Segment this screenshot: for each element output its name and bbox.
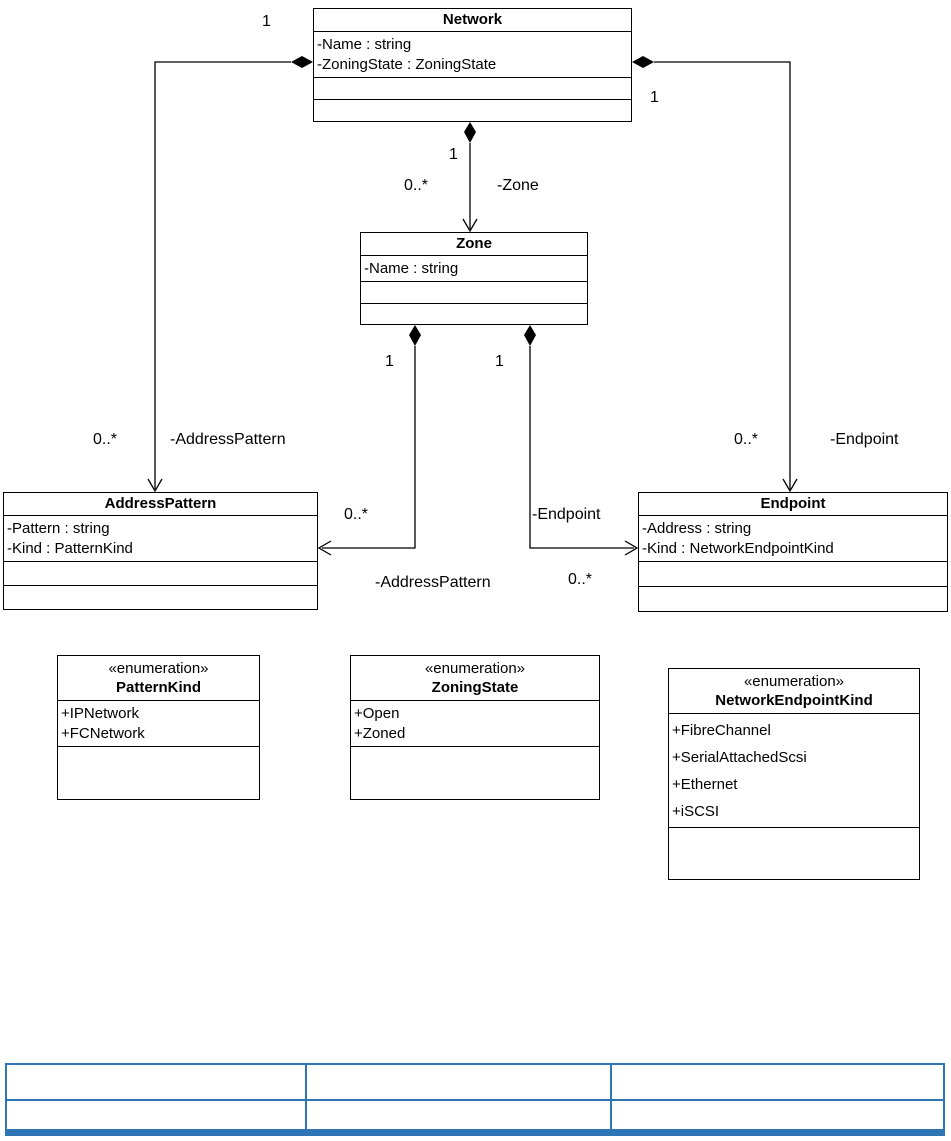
table-cell (612, 1101, 943, 1129)
class-network-empty-compartment (314, 100, 631, 121)
connector-network-endpoint (632, 56, 797, 491)
stereotype-label: «enumeration» (743, 673, 845, 690)
enum-zoningstate-empty-compartment (351, 747, 599, 799)
literal-iscsi: +iSCSI (672, 803, 720, 820)
class-zone-attributes (361, 256, 587, 282)
table-cell (7, 1065, 307, 1099)
table-cell (307, 1101, 612, 1129)
class-endpoint (638, 492, 948, 612)
table-cell (307, 1065, 612, 1099)
class-addresspattern-title: AddressPattern (4, 493, 317, 516)
class-addresspattern (3, 492, 318, 610)
connector-network-addresspattern (148, 56, 313, 491)
enum-networkendpointkind-literals (669, 714, 919, 828)
attribute-address: -Address : string (642, 520, 752, 537)
enum-networkendpointkind-header (669, 669, 919, 714)
attribute-name: -Name : string (364, 260, 459, 277)
class-endpoint-attributes (639, 516, 947, 562)
enum-networkendpointkind (668, 668, 920, 880)
multiplicity-label: 1 (262, 13, 271, 30)
role-label: -Endpoint (830, 431, 899, 448)
enum-zoningstate-literals (351, 701, 599, 747)
multiplicity-label: 1 (449, 146, 458, 163)
class-network (313, 8, 632, 122)
attribute-pattern: -Pattern : string (7, 520, 110, 537)
enum-patternkind (57, 655, 260, 800)
composition-diamond (524, 325, 536, 346)
connector-network-zone (463, 122, 477, 231)
role-label: -AddressPattern (375, 574, 491, 591)
multiplicity-label: 1 (385, 353, 394, 370)
table-cell (612, 1065, 943, 1099)
composition-diamond (632, 56, 654, 68)
attribute-name: -Name : string (317, 36, 412, 53)
multiplicity-label: 0..* (404, 177, 429, 194)
enum-patternkind-empty-compartment (58, 747, 259, 799)
composition-diamond (464, 122, 476, 143)
stereotype-label: «enumeration» (424, 660, 526, 677)
multiplicity-label: 1 (650, 89, 659, 106)
class-addresspattern-empty-compartment (4, 586, 317, 609)
multiplicity-label: 0..* (93, 431, 118, 448)
multiplicity-label: 0..* (568, 571, 593, 588)
class-addresspattern-attributes (4, 516, 317, 562)
table-bottom-border (7, 1129, 943, 1136)
class-network-attributes (314, 32, 631, 78)
class-zone (360, 232, 588, 325)
class-addresspattern-operations-compartment (4, 562, 317, 586)
class-endpoint-operations-compartment (639, 562, 947, 587)
enum-patternkind-literals (58, 701, 259, 747)
multiplicity-label: 0..* (734, 431, 759, 448)
attribute-kind: -Kind : PatternKind (7, 540, 133, 557)
document-table (5, 1063, 945, 1136)
class-network-operations-compartment (314, 78, 631, 100)
enum-patternkind-header (58, 656, 259, 701)
enum-zoningstate-title: ZoningState (431, 679, 519, 696)
attribute-zoningstate: -ZoningState : ZoningState (317, 56, 497, 73)
literal-ipnetwork: +IPNetwork (61, 705, 139, 722)
class-zone-operations-compartment (361, 282, 587, 304)
stereotype-label: «enumeration» (108, 660, 209, 677)
composition-diamond (291, 56, 313, 68)
composition-diamond (409, 325, 421, 346)
attribute-kind: -Kind : NetworkEndpointKind (642, 540, 834, 557)
literal-open: +Open (354, 705, 400, 722)
enum-zoningstate (350, 655, 600, 800)
enum-networkendpointkind-empty-compartment (669, 828, 919, 879)
role-label: -Zone (497, 177, 539, 194)
literal-fcnetwork: +FCNetwork (61, 725, 145, 742)
class-network-title: Network (314, 9, 631, 32)
multiplicity-label: 1 (495, 353, 504, 370)
table-row (7, 1101, 943, 1129)
literal-ethernet: +Ethernet (672, 776, 738, 793)
literal-serialattachedscsi: +SerialAttachedScsi (672, 749, 807, 766)
role-label: -AddressPattern (170, 431, 286, 448)
enum-zoningstate-header (351, 656, 599, 701)
multiplicity-label: 0..* (344, 506, 369, 523)
enum-networkendpointkind-title: NetworkEndpointKind (715, 692, 873, 709)
literal-fibrechannel: +FibreChannel (672, 722, 771, 739)
class-zone-title: Zone (361, 233, 587, 256)
class-endpoint-title: Endpoint (639, 493, 947, 516)
class-endpoint-empty-compartment (639, 587, 947, 611)
table-row (7, 1065, 943, 1101)
connector-zone-addresspattern (319, 325, 421, 555)
class-zone-empty-compartment (361, 304, 587, 325)
role-label: -Endpoint (532, 506, 601, 523)
literal-zoned: +Zoned (354, 725, 406, 742)
enum-patternkind-title: PatternKind (115, 679, 201, 696)
table-cell (7, 1101, 307, 1129)
